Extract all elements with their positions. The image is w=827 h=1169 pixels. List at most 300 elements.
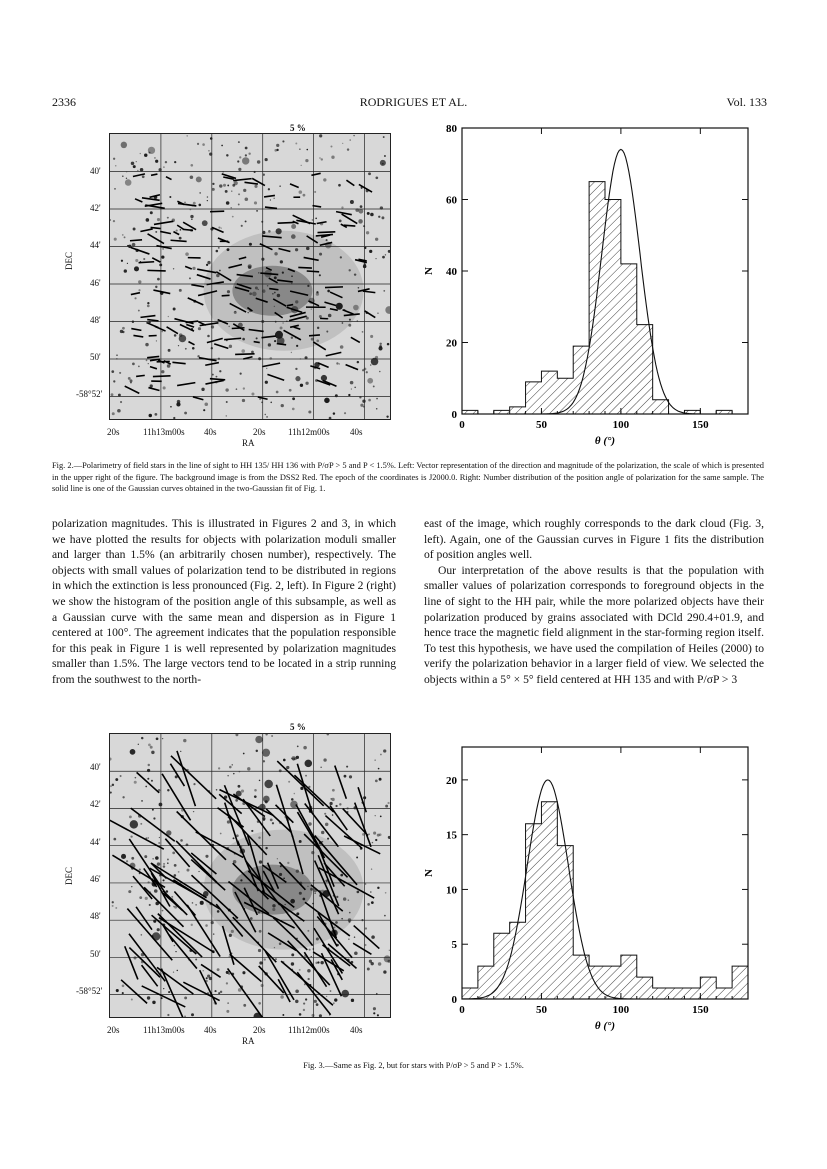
star	[375, 238, 378, 241]
star	[383, 136, 385, 138]
star	[218, 767, 220, 769]
star	[124, 236, 126, 238]
star	[116, 989, 119, 992]
star	[174, 864, 177, 867]
star	[242, 157, 249, 164]
star	[161, 256, 164, 259]
fig3-dec-axis-label: DEC	[64, 867, 74, 885]
star	[291, 234, 296, 239]
star	[276, 149, 278, 151]
polarization-vector	[140, 316, 155, 318]
star	[178, 345, 179, 346]
star	[303, 194, 306, 197]
running-title: RODRIGUES ET AL.	[359, 95, 468, 109]
polarization-vector	[262, 363, 280, 367]
star	[212, 188, 215, 191]
polarization-vector	[161, 969, 183, 1017]
polarization-vector	[188, 298, 204, 305]
star	[291, 962, 294, 965]
fig3-ra-tick: 40s	[204, 1025, 217, 1035]
star	[354, 951, 358, 955]
star	[234, 181, 238, 185]
star	[383, 290, 385, 292]
star	[291, 758, 293, 760]
polarization-vector	[140, 229, 152, 232]
star	[154, 157, 155, 158]
fig3-caption: Fig. 3.—Same as Fig. 2, but for stars with P/σP > 5 and P > 1.5%.	[303, 1061, 524, 1070]
star	[219, 370, 221, 372]
star	[162, 910, 164, 912]
star	[223, 184, 226, 187]
star	[170, 406, 172, 408]
star	[291, 953, 294, 956]
star	[265, 381, 268, 384]
polarization-vector	[156, 246, 171, 249]
star	[340, 256, 342, 258]
polarization-vector	[157, 967, 193, 994]
star	[255, 286, 258, 289]
star	[309, 949, 311, 951]
star	[308, 410, 311, 413]
star	[167, 789, 169, 791]
star	[203, 409, 205, 411]
star	[249, 243, 252, 246]
star	[379, 343, 381, 345]
star	[152, 858, 154, 860]
polarization-vector	[267, 374, 284, 380]
star	[112, 905, 114, 907]
fig2-dec-tick: -58°52'	[76, 389, 103, 399]
body-left-column	[52, 516, 396, 688]
polarization-vector	[147, 320, 158, 321]
star	[172, 851, 175, 854]
star	[150, 384, 153, 387]
star	[282, 272, 284, 274]
star	[349, 139, 351, 141]
polarization-vector	[365, 311, 376, 318]
star	[266, 368, 267, 369]
star	[382, 256, 385, 259]
star	[228, 973, 230, 975]
star	[295, 990, 299, 994]
star	[366, 231, 369, 234]
star	[190, 215, 193, 218]
polarization-vector	[342, 214, 358, 223]
star	[161, 370, 164, 373]
star	[186, 869, 189, 872]
star	[205, 403, 209, 407]
histogram-bar	[605, 200, 621, 415]
star	[305, 775, 307, 777]
star	[180, 839, 183, 842]
star	[177, 400, 181, 404]
polarization-vector	[205, 380, 223, 384]
star	[339, 803, 341, 805]
star	[376, 408, 378, 410]
star	[179, 333, 183, 337]
star	[282, 322, 283, 323]
polarization-vector	[133, 876, 152, 899]
star	[186, 135, 187, 136]
histogram-bar	[684, 988, 700, 999]
fig3-scale-label: 5 %	[290, 722, 306, 732]
fig3-ra-tick: 20s	[107, 1025, 120, 1035]
y-tick-label: 0	[451, 994, 457, 1006]
star	[198, 327, 201, 330]
star	[305, 159, 308, 162]
x-tick-label: 150	[692, 419, 709, 431]
star	[149, 414, 152, 417]
star	[314, 1000, 317, 1003]
fig2-ra-tick: 11h13m00s	[143, 427, 185, 437]
star	[369, 250, 372, 253]
star	[229, 934, 232, 937]
star	[383, 970, 386, 973]
star	[157, 862, 160, 865]
star	[245, 154, 247, 156]
star	[225, 190, 228, 193]
star	[280, 326, 283, 329]
star	[330, 146, 332, 148]
star	[140, 823, 142, 825]
star	[295, 1000, 298, 1003]
star	[114, 188, 116, 190]
histogram-bar	[573, 346, 589, 414]
star	[384, 155, 386, 157]
star	[179, 237, 182, 240]
star	[218, 992, 220, 994]
star	[245, 147, 248, 150]
y-tick-label: 5	[451, 939, 457, 952]
star	[217, 910, 220, 913]
star	[112, 901, 114, 903]
star	[378, 346, 382, 350]
star	[208, 150, 209, 151]
star	[147, 837, 149, 839]
star	[120, 775, 122, 777]
star	[156, 340, 157, 341]
star	[155, 231, 157, 233]
star	[388, 836, 390, 839]
star	[162, 879, 164, 881]
star	[133, 228, 136, 231]
polarization-vector	[130, 240, 142, 241]
star	[333, 926, 335, 928]
star	[226, 154, 228, 156]
star	[320, 766, 322, 768]
star	[258, 272, 259, 273]
star	[156, 737, 159, 740]
star	[162, 738, 163, 739]
star	[319, 1014, 322, 1017]
polarization-vector	[131, 293, 140, 295]
star	[192, 902, 194, 904]
star	[251, 393, 254, 396]
star	[184, 202, 185, 203]
star	[336, 896, 338, 898]
fig2-dec-tick: 50'	[90, 352, 101, 362]
star	[138, 366, 140, 368]
star	[377, 887, 379, 889]
star	[191, 924, 193, 926]
star	[375, 176, 378, 179]
star	[168, 349, 171, 352]
star	[207, 261, 210, 264]
star	[385, 306, 390, 314]
star	[212, 183, 214, 185]
star	[180, 229, 182, 231]
star	[254, 185, 257, 188]
star	[121, 260, 123, 262]
histogram-bar	[462, 988, 478, 999]
star	[122, 984, 125, 987]
star	[218, 247, 220, 249]
star	[163, 386, 166, 389]
star	[248, 152, 250, 154]
star	[112, 412, 115, 415]
polarization-vector	[177, 383, 195, 386]
star	[362, 331, 364, 333]
star	[300, 384, 303, 387]
star	[211, 325, 214, 328]
star	[206, 264, 208, 266]
histogram-bar	[732, 966, 748, 999]
star	[113, 220, 115, 222]
star	[147, 302, 149, 304]
polarization-vector	[287, 305, 293, 306]
star	[373, 385, 375, 387]
star	[340, 874, 343, 877]
star	[341, 918, 343, 920]
y-tick-label: 10	[446, 884, 457, 897]
star	[173, 308, 176, 311]
star	[319, 134, 322, 137]
polarization-vector	[185, 266, 192, 269]
star	[243, 189, 246, 192]
star	[147, 778, 149, 780]
star	[332, 789, 335, 792]
star	[146, 218, 150, 222]
polarization-vector	[147, 270, 165, 271]
polarization-vector	[235, 354, 254, 355]
star	[312, 1014, 315, 1017]
star	[122, 796, 124, 798]
star	[339, 219, 342, 222]
star	[110, 785, 112, 787]
star	[323, 758, 326, 761]
star	[195, 958, 197, 960]
star	[180, 751, 181, 752]
polarization-vector	[233, 179, 251, 181]
star	[148, 764, 150, 766]
star	[155, 286, 157, 288]
y-tick-label: 0	[451, 409, 457, 421]
star	[239, 156, 241, 158]
star	[376, 398, 378, 400]
star	[226, 982, 228, 984]
histogram-bar	[621, 955, 637, 999]
star	[272, 908, 275, 911]
star	[360, 404, 363, 407]
star	[229, 766, 232, 769]
polarization-vector	[171, 240, 187, 241]
star	[192, 267, 195, 270]
fig2-dec-axis-label: DEC	[64, 252, 74, 270]
star	[268, 230, 271, 233]
star	[275, 958, 277, 960]
star	[233, 837, 235, 839]
histogram-bar	[621, 264, 637, 414]
star	[216, 376, 218, 378]
star	[132, 243, 136, 247]
volume-label: Vol. 133	[726, 95, 767, 109]
star	[335, 805, 337, 807]
star	[113, 158, 115, 160]
polarization-vector	[136, 375, 145, 376]
star	[227, 185, 229, 187]
star	[245, 197, 249, 201]
page-number: 2336	[52, 95, 76, 109]
star	[316, 938, 319, 941]
polarization-vector	[232, 328, 245, 329]
star	[333, 1002, 335, 1004]
star	[193, 202, 196, 205]
star	[145, 786, 147, 788]
star	[307, 930, 309, 932]
star	[168, 316, 169, 317]
star	[238, 988, 242, 992]
star	[256, 210, 258, 212]
star	[138, 744, 139, 745]
polarization-vector	[173, 232, 179, 235]
star	[169, 196, 171, 198]
y-tick-label: 15	[446, 829, 457, 842]
histogram-bar	[510, 922, 526, 999]
star	[167, 217, 169, 219]
star	[283, 877, 285, 879]
star	[271, 735, 273, 737]
star	[155, 856, 159, 860]
star	[135, 777, 137, 779]
star	[157, 218, 160, 221]
star	[336, 362, 338, 364]
star	[299, 840, 302, 843]
star	[358, 287, 360, 289]
y-tick-label: 60	[446, 194, 457, 207]
star	[350, 200, 354, 204]
y-tick-label: 40	[446, 266, 457, 278]
star	[110, 791, 112, 793]
star	[148, 147, 155, 154]
star	[117, 409, 121, 413]
star	[173, 972, 174, 973]
star	[127, 263, 128, 264]
star	[379, 778, 382, 781]
star	[241, 349, 245, 353]
star	[255, 736, 262, 743]
star	[320, 961, 323, 964]
polarization-vector	[264, 195, 275, 197]
star	[207, 196, 209, 198]
histogram-bar	[637, 325, 653, 414]
star	[125, 179, 132, 186]
polarization-vector	[129, 948, 160, 978]
star	[228, 326, 230, 328]
star	[348, 921, 350, 923]
star	[221, 227, 222, 228]
star	[232, 764, 233, 765]
star	[380, 160, 386, 166]
polarization-vector	[351, 337, 360, 342]
star	[147, 305, 150, 308]
star	[306, 247, 310, 251]
star	[380, 816, 382, 818]
x-tick-label: 0	[459, 419, 465, 431]
star	[174, 334, 177, 337]
star	[202, 220, 208, 226]
histogram-bar	[669, 988, 685, 999]
star	[282, 140, 284, 142]
star	[110, 219, 111, 221]
star	[167, 364, 171, 368]
star	[254, 201, 257, 204]
fig3-sky-image	[109, 733, 391, 1018]
star	[354, 273, 356, 275]
star	[375, 258, 376, 259]
star	[305, 382, 308, 385]
polarization-vector	[137, 772, 160, 792]
star	[368, 399, 371, 402]
star	[258, 1002, 261, 1005]
star	[266, 416, 268, 418]
star	[296, 912, 299, 915]
star	[118, 394, 121, 397]
star	[274, 340, 276, 342]
star	[257, 160, 260, 163]
fig2-dec-tick: 42'	[90, 203, 101, 213]
polarization-vector	[150, 367, 157, 369]
histogram-bar	[589, 966, 605, 999]
star	[185, 252, 189, 256]
star	[150, 211, 153, 214]
star	[349, 775, 352, 778]
star	[258, 836, 260, 838]
star	[242, 971, 245, 974]
star	[241, 789, 244, 792]
star	[227, 820, 230, 823]
star	[357, 361, 359, 363]
x-tick-label: 50	[535, 419, 547, 431]
star	[282, 1014, 284, 1016]
star	[383, 749, 386, 752]
polarization-vector	[191, 285, 204, 287]
star	[343, 897, 346, 900]
fig3-dec-tick: -58°52'	[76, 986, 103, 996]
star	[371, 962, 374, 965]
star	[121, 142, 127, 148]
star	[378, 768, 380, 770]
star	[216, 250, 219, 253]
star	[201, 388, 204, 391]
star	[371, 869, 372, 870]
star	[247, 312, 249, 314]
polarization-vector	[326, 352, 342, 356]
star	[262, 749, 270, 757]
star	[115, 907, 117, 909]
star	[367, 903, 370, 906]
star	[157, 278, 160, 281]
star	[376, 993, 378, 995]
